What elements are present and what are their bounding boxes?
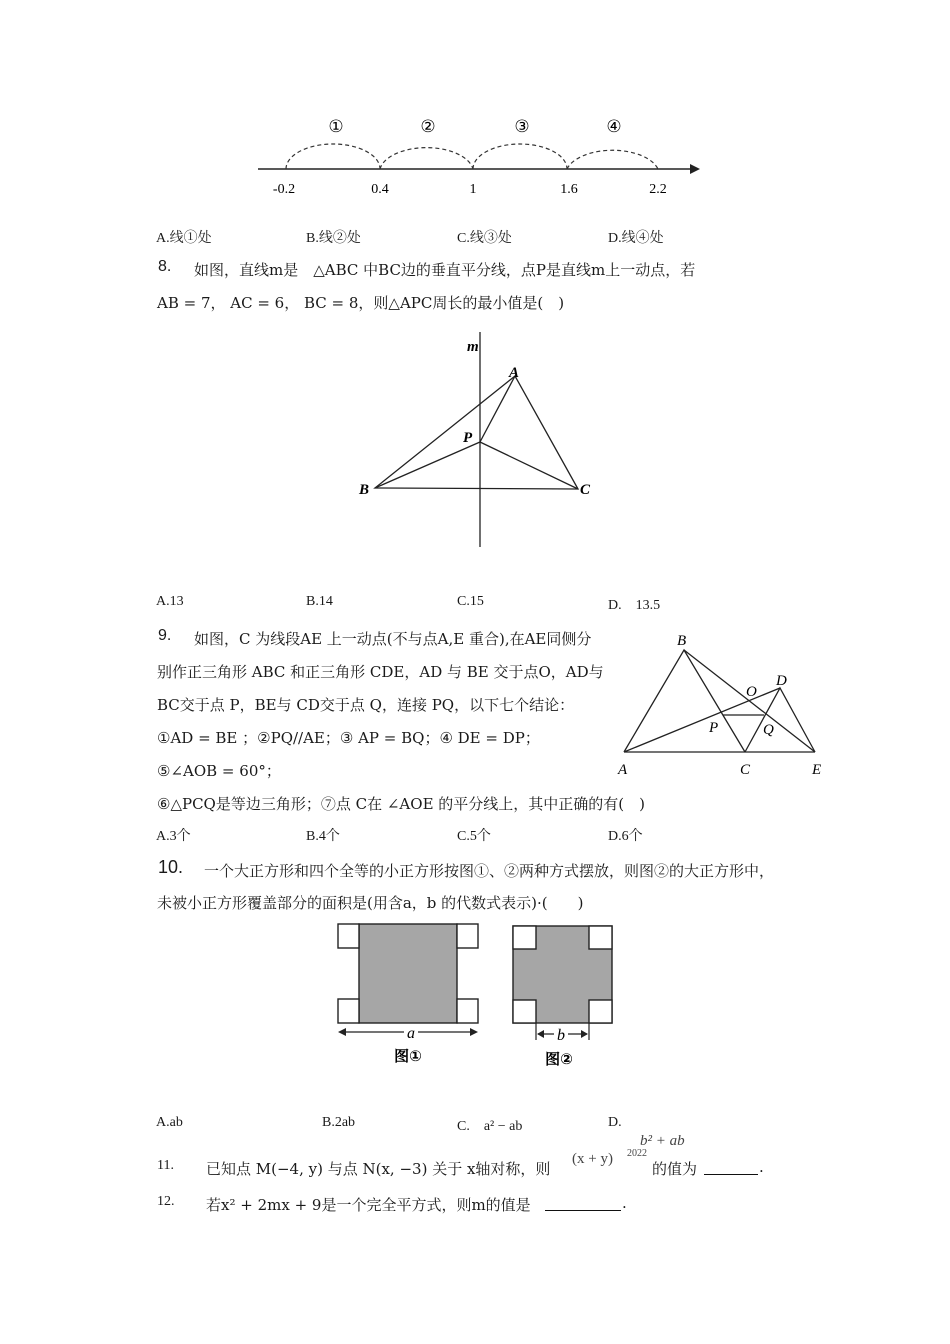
q8-number: 8.: [158, 258, 172, 275]
arc-label-4: ④: [606, 117, 622, 136]
fig1-arrowhead-right: [470, 1028, 478, 1036]
fig2-arrowhead-right: [581, 1030, 588, 1038]
fig1-small-square-br: [457, 999, 478, 1023]
q12-text-a: 若x² + 2mx + 9是一个完全平方式，则m的值是: [206, 1196, 531, 1214]
q8-option-a: A.13: [156, 594, 184, 609]
q8-option-d: D. 13.5: [608, 598, 661, 613]
q9-text-line5: ⑤∠AOB = 60°；: [157, 762, 281, 780]
fig1-small-square-tl: [338, 924, 359, 948]
fig1-dim-label: a: [407, 1025, 415, 1042]
q11-end: .: [759, 1158, 764, 1176]
label-m: m: [467, 339, 479, 355]
q9-option-b: B.4个: [306, 829, 340, 844]
q7-option-c: C.线③处: [457, 231, 512, 246]
q9-equilateral-figure: [610, 628, 840, 778]
arc-1: [286, 144, 380, 169]
q10-number: 10.: [158, 857, 184, 877]
q9-text-line2: 别作正三角形 ABC 和正三角形 CDE，AD 与 BE 交于点O，AD与: [157, 663, 604, 681]
q7-option-a: A.线①处: [156, 231, 212, 246]
label-b: B: [359, 482, 370, 498]
arc-label-3: ③: [514, 117, 530, 136]
label-p: P: [463, 430, 473, 446]
fig1-caption: 图①: [394, 1047, 422, 1065]
fig2-small-square-tl: [513, 926, 536, 949]
q11-number: 11.: [157, 1158, 174, 1173]
label-p: P: [709, 720, 719, 736]
fig1-small-square-bl: [338, 999, 359, 1023]
label-q: Q: [763, 722, 774, 738]
q10-text-line1: 一个大正方形和四个全等的小正方形按图①、②两种方式摆放，则图②的大正方形中，: [204, 862, 775, 880]
q10-option-a: A.ab: [156, 1115, 183, 1130]
q12-number: 12.: [157, 1194, 175, 1209]
fig2-small-square-bl: [513, 1000, 536, 1023]
q10-option-c: C. a² − ab: [457, 1119, 523, 1134]
label-a: A: [618, 762, 628, 778]
fig2-small-square-tr: [589, 926, 612, 949]
figure-1: [338, 924, 478, 1023]
tick-label-1: -0.2: [272, 182, 296, 197]
figure-2: [513, 926, 612, 1023]
dashed-arcs: [286, 144, 658, 169]
q10-squares-figure: [330, 918, 630, 1078]
number-line-arrow: [690, 164, 700, 174]
label-o: O: [746, 684, 757, 700]
q8-option-c: C.15: [457, 594, 484, 609]
fig1-large-square: [359, 924, 457, 1023]
segment-be: [684, 650, 815, 752]
q7-option-b: B.线②处: [306, 231, 361, 246]
arc-label-1: ①: [328, 117, 344, 136]
q9-text-line4: ①AD = BE ；②PQ//AE；③ AP = BQ；④ DE = DP；: [157, 729, 540, 747]
q9-option-c: C.5个: [457, 829, 491, 844]
tick-label-3: 1: [469, 182, 477, 197]
q11-answer-blank[interactable]: [704, 1160, 758, 1175]
label-a: A: [509, 365, 520, 381]
segment-pc: [480, 442, 578, 489]
q8-option-b: B.14: [306, 594, 333, 609]
label-c: C: [740, 762, 751, 778]
q7-option-d: D.线④处: [608, 231, 664, 246]
number-line-figure: [250, 110, 710, 210]
q12-end: .: [622, 1194, 627, 1212]
q9-text-line1: 如图，C 为线段AE 上一动点(不与点A,E 重合),在AE同侧分: [194, 630, 592, 648]
q11-text-a: 已知点 M(−4, y) 与点 N(x, −3) 关于 x轴对称，则: [206, 1160, 551, 1178]
segment-bp: [375, 442, 480, 488]
triangle-abc: [375, 376, 578, 489]
q9-text-line6: ⑥△PCQ是等边三角形；⑦点 C在 ∠AOE 的平分线上，其中正确的有( ): [157, 795, 645, 813]
label-e: E: [812, 762, 822, 778]
fig2-dim-label: b: [557, 1027, 565, 1044]
tick-label-2: 0.4: [371, 182, 389, 197]
tick-label-5: 2.2: [649, 182, 667, 197]
q9-option-a: A.3个: [156, 829, 191, 844]
q9-text-line3: BC交于点 P，BE与 CD交于点 Q，连接 PQ，以下七个结论：: [157, 696, 575, 714]
arc-3: [473, 144, 567, 169]
label-c: C: [580, 482, 591, 498]
q10-option-b: B.2ab: [322, 1115, 356, 1130]
tick-label-4: 1.6: [560, 182, 578, 197]
fig1-small-square-tr: [457, 924, 478, 948]
q10-option-d-expr: b² + ab: [640, 1133, 685, 1149]
fig2-small-square-br: [589, 1000, 612, 1023]
q11-expr: (x + y): [572, 1151, 613, 1167]
arc-4: [567, 150, 658, 169]
arc-label-2: ②: [420, 117, 436, 136]
fig2-caption: 图②: [545, 1050, 573, 1068]
arc-2: [380, 148, 473, 169]
q10-text-line2: 未被小正方形覆盖部分的面积是(用含a，b 的代数式表示)·( ): [157, 894, 584, 912]
q11-exponent: 2022: [627, 1148, 647, 1159]
fig1-arrowhead-left: [338, 1028, 346, 1036]
q12-answer-blank[interactable]: [545, 1196, 621, 1211]
label-d: D: [776, 673, 787, 689]
label-b: B: [677, 633, 687, 649]
q9-option-d: D.6个: [608, 829, 643, 844]
q9-number: 9.: [158, 627, 172, 644]
q8-text-line2: AB = 7， AC = 6， BC = 8，则△APC周长的最小值是( ): [157, 294, 565, 312]
q8-text-line1: 如图，直线m是 △ABC 中BC边的垂直平分线，点P是直线m上一动点，若: [194, 261, 696, 279]
triangle-abc: [624, 650, 745, 752]
fig2-arrowhead-left: [537, 1030, 544, 1038]
q8-triangle-figure: [352, 332, 612, 554]
q10-option-d: D.: [608, 1115, 622, 1130]
segment-pa: [480, 376, 515, 442]
q11-text-b: 的值为: [652, 1160, 698, 1178]
